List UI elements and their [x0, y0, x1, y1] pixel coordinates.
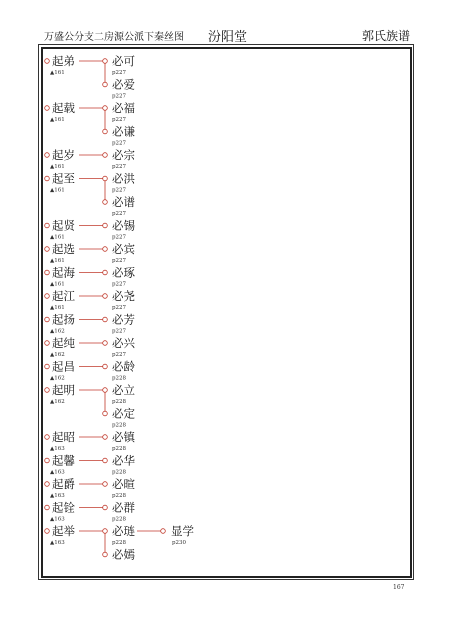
child-node-marker	[103, 505, 108, 510]
header-left-title: 万盛公分支二房源公派下秦丝图	[44, 32, 184, 43]
child-node-marker	[103, 552, 108, 557]
child-node-marker	[103, 458, 108, 463]
parent-name: 起载	[52, 101, 75, 115]
parent-generation-ref: ▲161	[50, 117, 65, 123]
parent-generation-ref: ▲161	[50, 187, 65, 194]
parent-generation-ref: ▲161	[50, 70, 65, 76]
parent-generation-ref: ▲162	[50, 399, 65, 405]
parent-name: 起昌	[52, 359, 75, 374]
page-number: 167	[393, 584, 405, 591]
child-page-ref: p227	[112, 187, 127, 194]
parent-generation-ref: ▲162	[50, 352, 65, 358]
grandchild-page-ref: p230	[172, 540, 187, 546]
child-name: 必谱	[112, 195, 135, 209]
parent-generation-ref: ▲163	[50, 540, 65, 546]
child-node-marker	[103, 176, 108, 181]
parent-node-marker	[45, 247, 50, 252]
parent-name: 起爵	[52, 477, 75, 491]
child-name: 必福	[112, 101, 135, 115]
child-page-ref: p227	[112, 352, 127, 358]
child-name: 必镇	[112, 430, 135, 444]
child-page-ref: p228	[112, 540, 127, 546]
parent-name: 起铨	[52, 500, 75, 515]
child-name: 必宗	[112, 148, 135, 162]
child-name: 必龄	[112, 359, 135, 374]
parent-node-marker	[45, 482, 50, 487]
child-page-ref: p227	[112, 328, 127, 335]
child-node-marker	[103, 82, 108, 87]
parent-name: 起至	[52, 171, 75, 186]
child-name: 必暄	[112, 477, 135, 491]
parent-name: 起扬	[52, 312, 75, 327]
child-node-marker	[103, 106, 108, 111]
child-name: 必华	[112, 453, 135, 468]
child-page-ref: p227	[112, 93, 127, 100]
header-hall-name: 汾阳堂	[208, 30, 248, 45]
parent-name: 起海	[52, 265, 75, 280]
child-name: 必可	[112, 54, 135, 68]
child-node-marker	[103, 294, 108, 299]
parent-generation-ref: ▲163	[50, 493, 65, 499]
child-name: 必琢	[112, 265, 135, 280]
parent-node-marker	[45, 223, 50, 228]
parent-name: 起岁	[52, 148, 75, 162]
child-node-marker	[103, 317, 108, 322]
parent-generation-ref: ▲161	[50, 281, 65, 288]
child-page-ref: p228	[112, 422, 127, 429]
parent-name: 起明	[52, 383, 75, 397]
child-name: 必锡	[112, 218, 135, 233]
child-page-ref: p227	[112, 117, 127, 123]
parent-generation-ref: ▲161	[50, 258, 65, 264]
parent-generation-ref: ▲161	[50, 234, 65, 241]
parent-node-marker	[45, 317, 50, 322]
parent-name: 起举	[52, 524, 75, 538]
parent-node-marker	[45, 364, 50, 369]
child-node-marker	[103, 341, 108, 346]
parent-generation-ref: ▲162	[50, 375, 65, 382]
parent-node-marker	[45, 294, 50, 299]
child-node-marker	[103, 388, 108, 393]
child-node-marker	[103, 411, 108, 416]
parent-node-marker	[45, 59, 50, 64]
child-node-marker	[103, 129, 108, 134]
parent-generation-ref: ▲162	[50, 328, 65, 335]
child-node-marker	[103, 200, 108, 205]
child-page-ref: p227	[112, 281, 127, 288]
child-node-marker	[103, 59, 108, 64]
parent-node-marker	[45, 106, 50, 111]
parent-node-marker	[45, 458, 50, 463]
child-page-ref: p227	[112, 140, 127, 147]
parent-node-marker	[45, 505, 50, 510]
parent-generation-ref: ▲161	[50, 305, 65, 311]
child-page-ref: p227	[112, 211, 127, 217]
child-page-ref: p228	[112, 469, 127, 476]
child-page-ref: p227	[112, 164, 127, 170]
child-name: 必群	[112, 500, 135, 515]
child-page-ref: p227	[112, 70, 127, 76]
child-name: 必嫣	[112, 547, 135, 562]
parent-name: 起馨	[52, 453, 75, 468]
child-node-marker	[103, 529, 108, 534]
child-page-ref: p227	[112, 234, 127, 241]
parent-node-marker	[45, 270, 50, 275]
child-name: 必芳	[112, 312, 135, 327]
child-node-marker	[103, 223, 108, 228]
parent-node-marker	[45, 529, 50, 534]
child-page-ref: p227	[112, 258, 127, 264]
child-name: 必定	[112, 406, 135, 421]
child-page-ref: p228	[112, 516, 127, 523]
header-genealogy-title: 郭氏族谱	[362, 29, 411, 43]
parent-name: 起贤	[52, 218, 75, 233]
child-name: 必尧	[112, 289, 135, 303]
child-name: 必洪	[112, 171, 135, 186]
child-page-ref: p228	[112, 399, 127, 405]
child-node-marker	[103, 247, 108, 252]
child-name: 必谦	[112, 124, 135, 139]
child-name: 必琏	[112, 524, 135, 538]
child-node-marker	[103, 270, 108, 275]
parent-name: 起昭	[52, 430, 75, 444]
child-name: 必立	[112, 383, 135, 397]
parent-name: 起选	[52, 242, 75, 256]
parent-name: 起弟	[52, 54, 75, 68]
child-node-marker	[103, 482, 108, 487]
parent-generation-ref: ▲163	[50, 469, 65, 476]
child-name: 必兴	[112, 336, 135, 350]
parent-node-marker	[45, 153, 50, 158]
parent-generation-ref: ▲163	[50, 516, 65, 523]
child-node-marker	[103, 435, 108, 440]
child-name: 必爱	[112, 77, 135, 92]
grandchild-node-marker	[161, 529, 166, 534]
parent-node-marker	[45, 341, 50, 346]
grandchild-name: 显学	[171, 524, 194, 538]
parent-node-marker	[45, 388, 50, 393]
parent-generation-ref: ▲161	[50, 164, 65, 170]
parent-generation-ref: ▲163	[50, 446, 65, 452]
child-page-ref: p228	[112, 493, 127, 499]
child-page-ref: p227	[112, 305, 127, 311]
parent-name: 起纯	[52, 336, 75, 350]
child-page-ref: p228	[112, 375, 127, 382]
child-name: 必宾	[112, 242, 135, 256]
parent-node-marker	[45, 435, 50, 440]
child-page-ref: p228	[112, 446, 127, 452]
parent-name: 起江	[52, 289, 75, 303]
parent-node-marker	[45, 176, 50, 181]
child-node-marker	[103, 153, 108, 158]
child-node-marker	[103, 364, 108, 369]
